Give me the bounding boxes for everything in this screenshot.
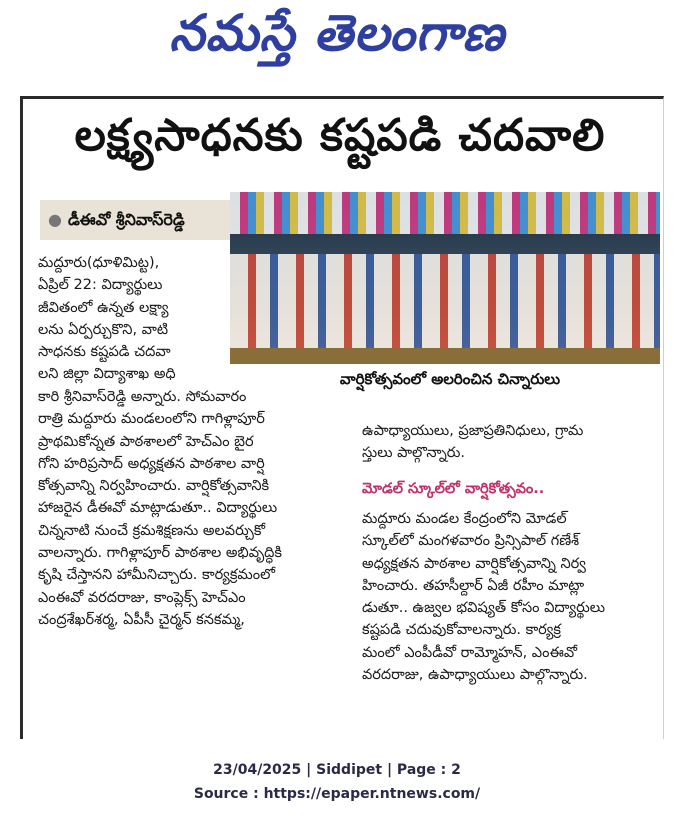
photo-balloon-decor — [230, 192, 660, 234]
text-line: ప్రాథమికోన్నత పాఠశాలలో హెచ్ఎం బైర — [38, 433, 254, 450]
masthead-title: నమస్తే తెలంగాణ — [169, 4, 505, 62]
text-line: లను ఏర్పర్చుకొని, వాటి — [38, 321, 169, 338]
text-line: స్తులు పాల్గొన్నారు. — [362, 445, 466, 462]
text-line: గోని హరిప్రసాద్ అధ్యక్షతన పాఠశాల వార్షి — [38, 455, 265, 472]
text-line: సాధనకు కష్టపడి చదవా — [38, 344, 171, 361]
photo-stage-floor — [230, 348, 660, 364]
text-line: ఉపాధ్యాయులు, ప్రజాప్రతినిధులు, గ్రామ — [362, 423, 584, 439]
text-line: మద్దూరు(ధూళిమిట్ట), — [38, 255, 160, 271]
column-left-bottom — [38, 386, 282, 631]
byline-text: డీఈవో శ్రీనివాస్‌రెడ్డి — [67, 210, 185, 229]
text-line: అధ్యక్షతన పాఠశాల వార్షికోత్సవాన్ని నిర్వ — [362, 555, 586, 572]
text-line: కృషి చేస్తానని హామీనిచ్చారు. కార్యక్రమంలో — [38, 567, 276, 584]
column-right-top — [362, 420, 583, 465]
text-line: కోత్సవాన్ని నిర్వహించారు. వార్షికోత్సవానికి — [38, 478, 270, 495]
text-line: ఎంఈవో వరదరాజు, కాంప్లెక్స్ హెచ్ఎం — [38, 589, 246, 606]
text-line: రాత్రి మద్దూరు మండలంలోని గాగిళ్లాపూర్ — [38, 411, 265, 428]
column-right-bottom — [362, 508, 605, 686]
column-left-top — [38, 252, 176, 386]
text-line: చంద్రశేఖర్‌శర్మ, ఏపీసీ చైర్మన్ కనకమ్మ, — [38, 611, 245, 628]
article-photo — [230, 192, 660, 364]
text-line: స్కూల్‌లో మంగళవారం ప్రిన్సిపాల్ గణేశ్ — [362, 533, 580, 550]
text-line: హించారు. తహసీల్దార్ ఏజీ రహీం మాట్లా — [362, 577, 585, 594]
text-line: లని జిల్లా విద్యాశాఖ అధి — [38, 366, 176, 383]
text-line: కారి శ్రీనివాస్‌రెడ్డి అన్నారు. సోమవారం — [38, 389, 247, 405]
section-subhead: మోడల్ స్కూల్‌లో వార్షికోత్సవం.. — [362, 481, 545, 497]
text-line: మంలో ఎంపీడీవో రామ్మోహన్, ఎంఈవో — [362, 644, 578, 661]
text-line: కష్టపడి చదువుకోవాలన్నారు. కార్యక్ర — [362, 622, 561, 639]
headline: లక్ష్యసాధనకు కష్టపడి చదవాలి — [74, 110, 606, 161]
text-line: ఏప్రిల్ 22: విద్యార్థులు — [38, 277, 163, 294]
photo-caption: వార్షికోత్సవంలో అలరించిన చిన్నారులు — [339, 370, 561, 388]
text-line: డుతూ.. ఉజ్వల భవిష్యత్ కోసం విద్యార్థులు — [362, 600, 606, 617]
footer-date-edition: 23/04/2025 | Siddipet | Page : 2 — [213, 762, 461, 778]
text-line: హాజరైన డీఈవో మాట్లాడుతూ.. విద్యార్థులు — [38, 500, 278, 517]
bullet-icon: ● — [48, 210, 62, 229]
byline — [40, 200, 230, 240]
text-line: చిన్ననాటి నుంచే క్రమశిక్షణను అలవర్చుకో — [38, 522, 266, 539]
text-line: జీవితంలో ఉన్నత లక్ష్యా — [38, 299, 169, 316]
masthead — [0, 0, 674, 78]
text-line: మద్దూరు మండల కేంద్రంలోని మోడల్ — [362, 511, 567, 527]
text-line: వాలన్నారు. గాగిళ్లాపూర్ పాఠశాల అభివృద్ధికి — [38, 545, 282, 562]
text-line: వరదరాజు, ఉపాధ్యాయులు పాల్గొన్నారు. — [362, 667, 588, 684]
footer-source: Source : https://epaper.ntnews.com/ — [193, 786, 481, 802]
